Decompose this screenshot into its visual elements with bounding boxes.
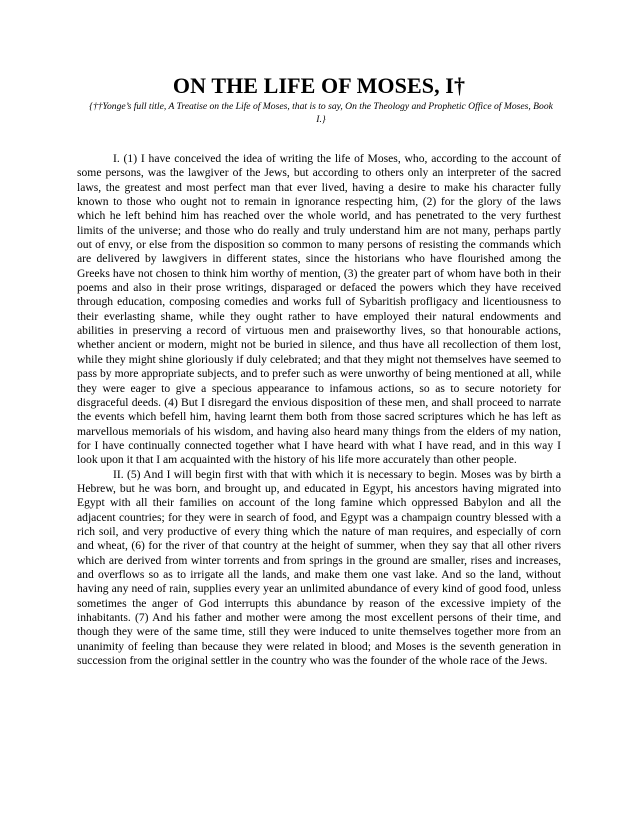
paragraph-2: II. (5) And I will begin first with that with which it is necessary to begin. Moses was by birth a Hebrew, but he was born, and brought up, and educated in Egypt, his ancestors having migrated into Egypt with all their families on account of the long famine which oppressed Babylon and all the adjacent countries; for they were in search of food, and Egypt was a champaign country blessed with a rich soil, and very productive of every thing which the nature of man requires, and especially of corn and wheat, (6) for the river of that country at the height of summer, when they say that all other rivers which are derived from winter torrents and from springs in the ground are smaller, rises and increases, and overflows so as to irrigate all the lands, and make them one vast lake. And so the land, without having any need of rain, supplies every year an unlimited abundance of every kind of good food, unless sometimes the anger of God interrupts this abundance by reason of the excessive impiety of the inhabitants. (7) And his father and mother were among the most excellent persons of their time, and though they were of the same time, still they were induced to unite themselves together more from an unanimity of feeling than because they were related in blood; and Moses is the seventh generation in succession from the original settler in the country who was the founder of the whole race of the Jews. <box>77 467 561 668</box>
document-body <box>77 152 561 668</box>
paragraph-1: I. (1) I have conceived the idea of writing the life of Moses, who, according to the account of some persons, was the lawgiver of the Jews, but according to others only an interpreter of the sacred laws, the greatest and most perfect man that ever lived, having a desire to make his character fully known to those who ought not to remain in ignorance respecting him, (2) for the glory of the laws which he left behind him has reached over the whole world, and has penetrated to the very furthest limits of the universe; and those who do really and truly understand him are not many, perhaps partly out of envy, or else from the disposition so common to many persons of resisting the commands which are delivered by lawgivers in different states, since the historians who have flourished among the Greeks have not chosen to think him worthy of mention, (3) the greater part of whom have both in their poems and also in their prose writings, disparaged or defaced the powers which they have received through education, composing comedies and works full of Sybaritish profligacy and licentiousness to their everlasting shame, while they ought rather to have employed their natural endowments and abilities in preserving a record of virtuous men and praiseworthy lives, so that honourable actions, whether ancient or modern, might not be buried in silence, and thus have all recollection of them lost, while they might shine gloriously if duly celebrated; and that they might not themselves have seemed to pass by more appropriate subjects, and to prefer such as were unworthy of being mentioned at all, while they were eager to give a specious appearance to infamous actions, so as to secure notoriety for disgraceful deeds. (4) But I disregard the envious disposition of these men, and shall proceed to narrate the events which befell him, having learnt them both from those sacred scriptures which he has left as marvellous memorials of his wisdom, and having also heard many things from the elders of my nation, for I have continually connected together what I have heard with what I have read, and in this way I look upon it that I am acquainted with the history of his life more accurately than other people. <box>77 152 561 467</box>
document-subtitle: {††Yonge’s full title, A Treatise on the Life of Moses, that is to say, On the Theology and Prophetic Office of Moses, Book I.} <box>89 101 553 125</box>
document-title: ON THE LIFE OF MOSES, I† <box>172 73 466 98</box>
